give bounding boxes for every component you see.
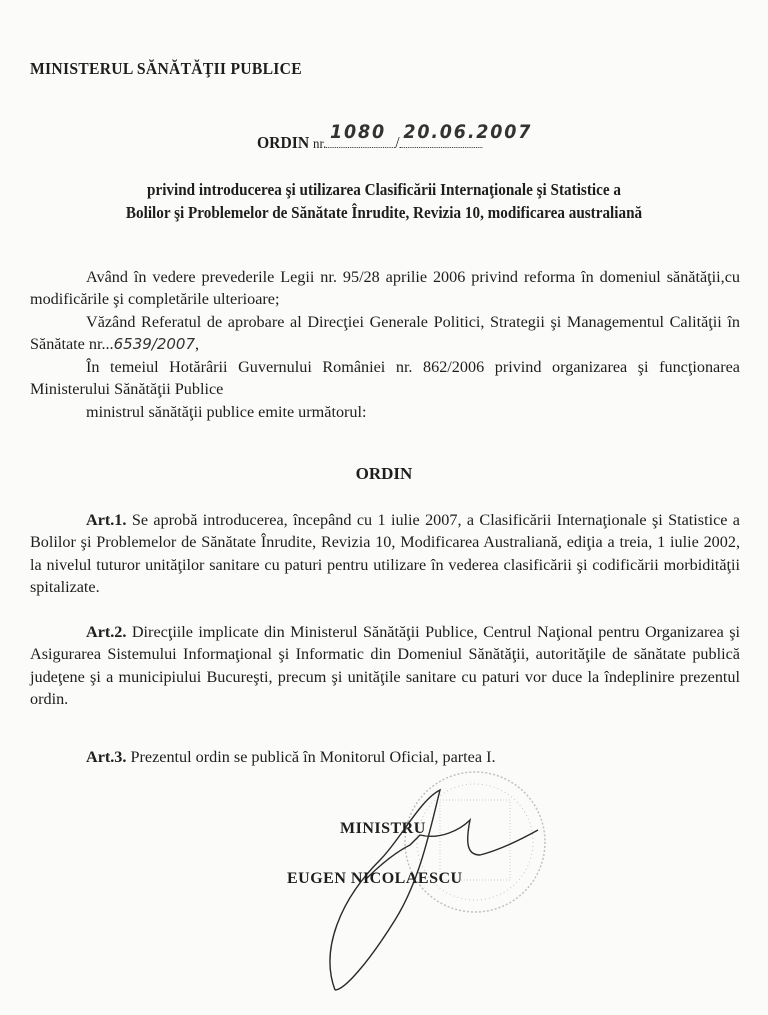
order-subject-line-2: Bolilor şi Problemelor de Sănătate Înrudite, Revizia 10, modificarea australiană bbox=[125, 203, 643, 222]
preamble-paragraph-1: Având în vedere prevederile Legii nr. 95/28 aprilie 2006 privind reforma în domeniul sănătăţii,cu modificările şi completările ulterioare; bbox=[30, 268, 740, 309]
article-3 bbox=[30, 746, 740, 768]
referat-handwritten-number: 6539/2007 bbox=[113, 335, 196, 354]
preamble-paragraph-2 bbox=[30, 311, 740, 356]
order-handwritten-date: 20.06.2007 bbox=[403, 121, 533, 143]
order-body-heading: ORDIN bbox=[355, 464, 413, 483]
order-nr-label: nr. bbox=[313, 137, 327, 152]
article-3-label: Art.3. bbox=[86, 748, 127, 766]
article-3-text: Prezentul ordin se publică în Monitorul Oficial, partea I. bbox=[126, 748, 496, 766]
order-number-field bbox=[326, 121, 395, 148]
preamble-paragraph-4: ministrul sănătăţii publice emite următorul: bbox=[86, 403, 367, 421]
article-1 bbox=[30, 509, 740, 598]
preamble-paragraph-2-text: Văzând Referatul de aprobare al Direcţiei Generale Politici, Strategii şi Managementul Calităţii în Sănătate nr... bbox=[30, 313, 740, 354]
order-title: ORDIN nr. 1080 / 20.06.2007 bbox=[257, 121, 533, 152]
official-stamp bbox=[405, 772, 545, 912]
order-subject bbox=[31, 178, 738, 224]
article-1-text: Se aprobă introducerea, începând cu 1 iulie 2007, a Clasificării Internaţionale şi Statistice a Bolilor şi Problemelor de Sănătate Înrudite, Revizia 10, Modificarea Australiană, ediţia a treia, 1 iulie 2002, la nivelul tuturor unităţilor sanitare cu paturi pentru utilizare în vederea clasificării şi codificării morbidităţii spitalizate. bbox=[30, 511, 740, 596]
preamble-paragraph-2-end: , bbox=[195, 335, 200, 354]
order-title-word: ORDIN bbox=[257, 133, 310, 152]
article-2-label: Art.2. bbox=[86, 623, 127, 641]
article-1-label: Art.1. bbox=[86, 511, 127, 529]
signature-title: MINISTRU bbox=[340, 820, 426, 837]
order-date-field bbox=[400, 121, 533, 148]
article-2 bbox=[30, 621, 740, 710]
signatory-name: EUGEN NICOLAESCU bbox=[287, 870, 463, 887]
ministry-header: MINISTERUL SĂNĂTĂŢII PUBLICE bbox=[30, 59, 302, 78]
preamble-paragraph-3: În temeiul Hotărârii Guvernului României nr. 862/2006 privind organizarea şi funcţionarea Ministerului Sănătăţii Publice bbox=[30, 358, 740, 399]
order-handwritten-number: 1080 bbox=[329, 121, 386, 143]
order-subject-line-1: privind introducerea şi utilizarea Clasificării Internaţionale şi Statistice a bbox=[147, 180, 621, 199]
article-2-text: Direcţiile implicate din Ministerul Sănătăţii Publice, Centrul Naţional pentru Organizarea şi Asigurarea Sistemului Informaţional şi Informatic din Domeniul Sănătăţii, autorităţile de sănătate publică judeţene şi a municipiului Bucureşti, precum şi unităţile sanitare cu paturi vor duce la îndeplinire prezentul ordin. bbox=[30, 623, 740, 708]
